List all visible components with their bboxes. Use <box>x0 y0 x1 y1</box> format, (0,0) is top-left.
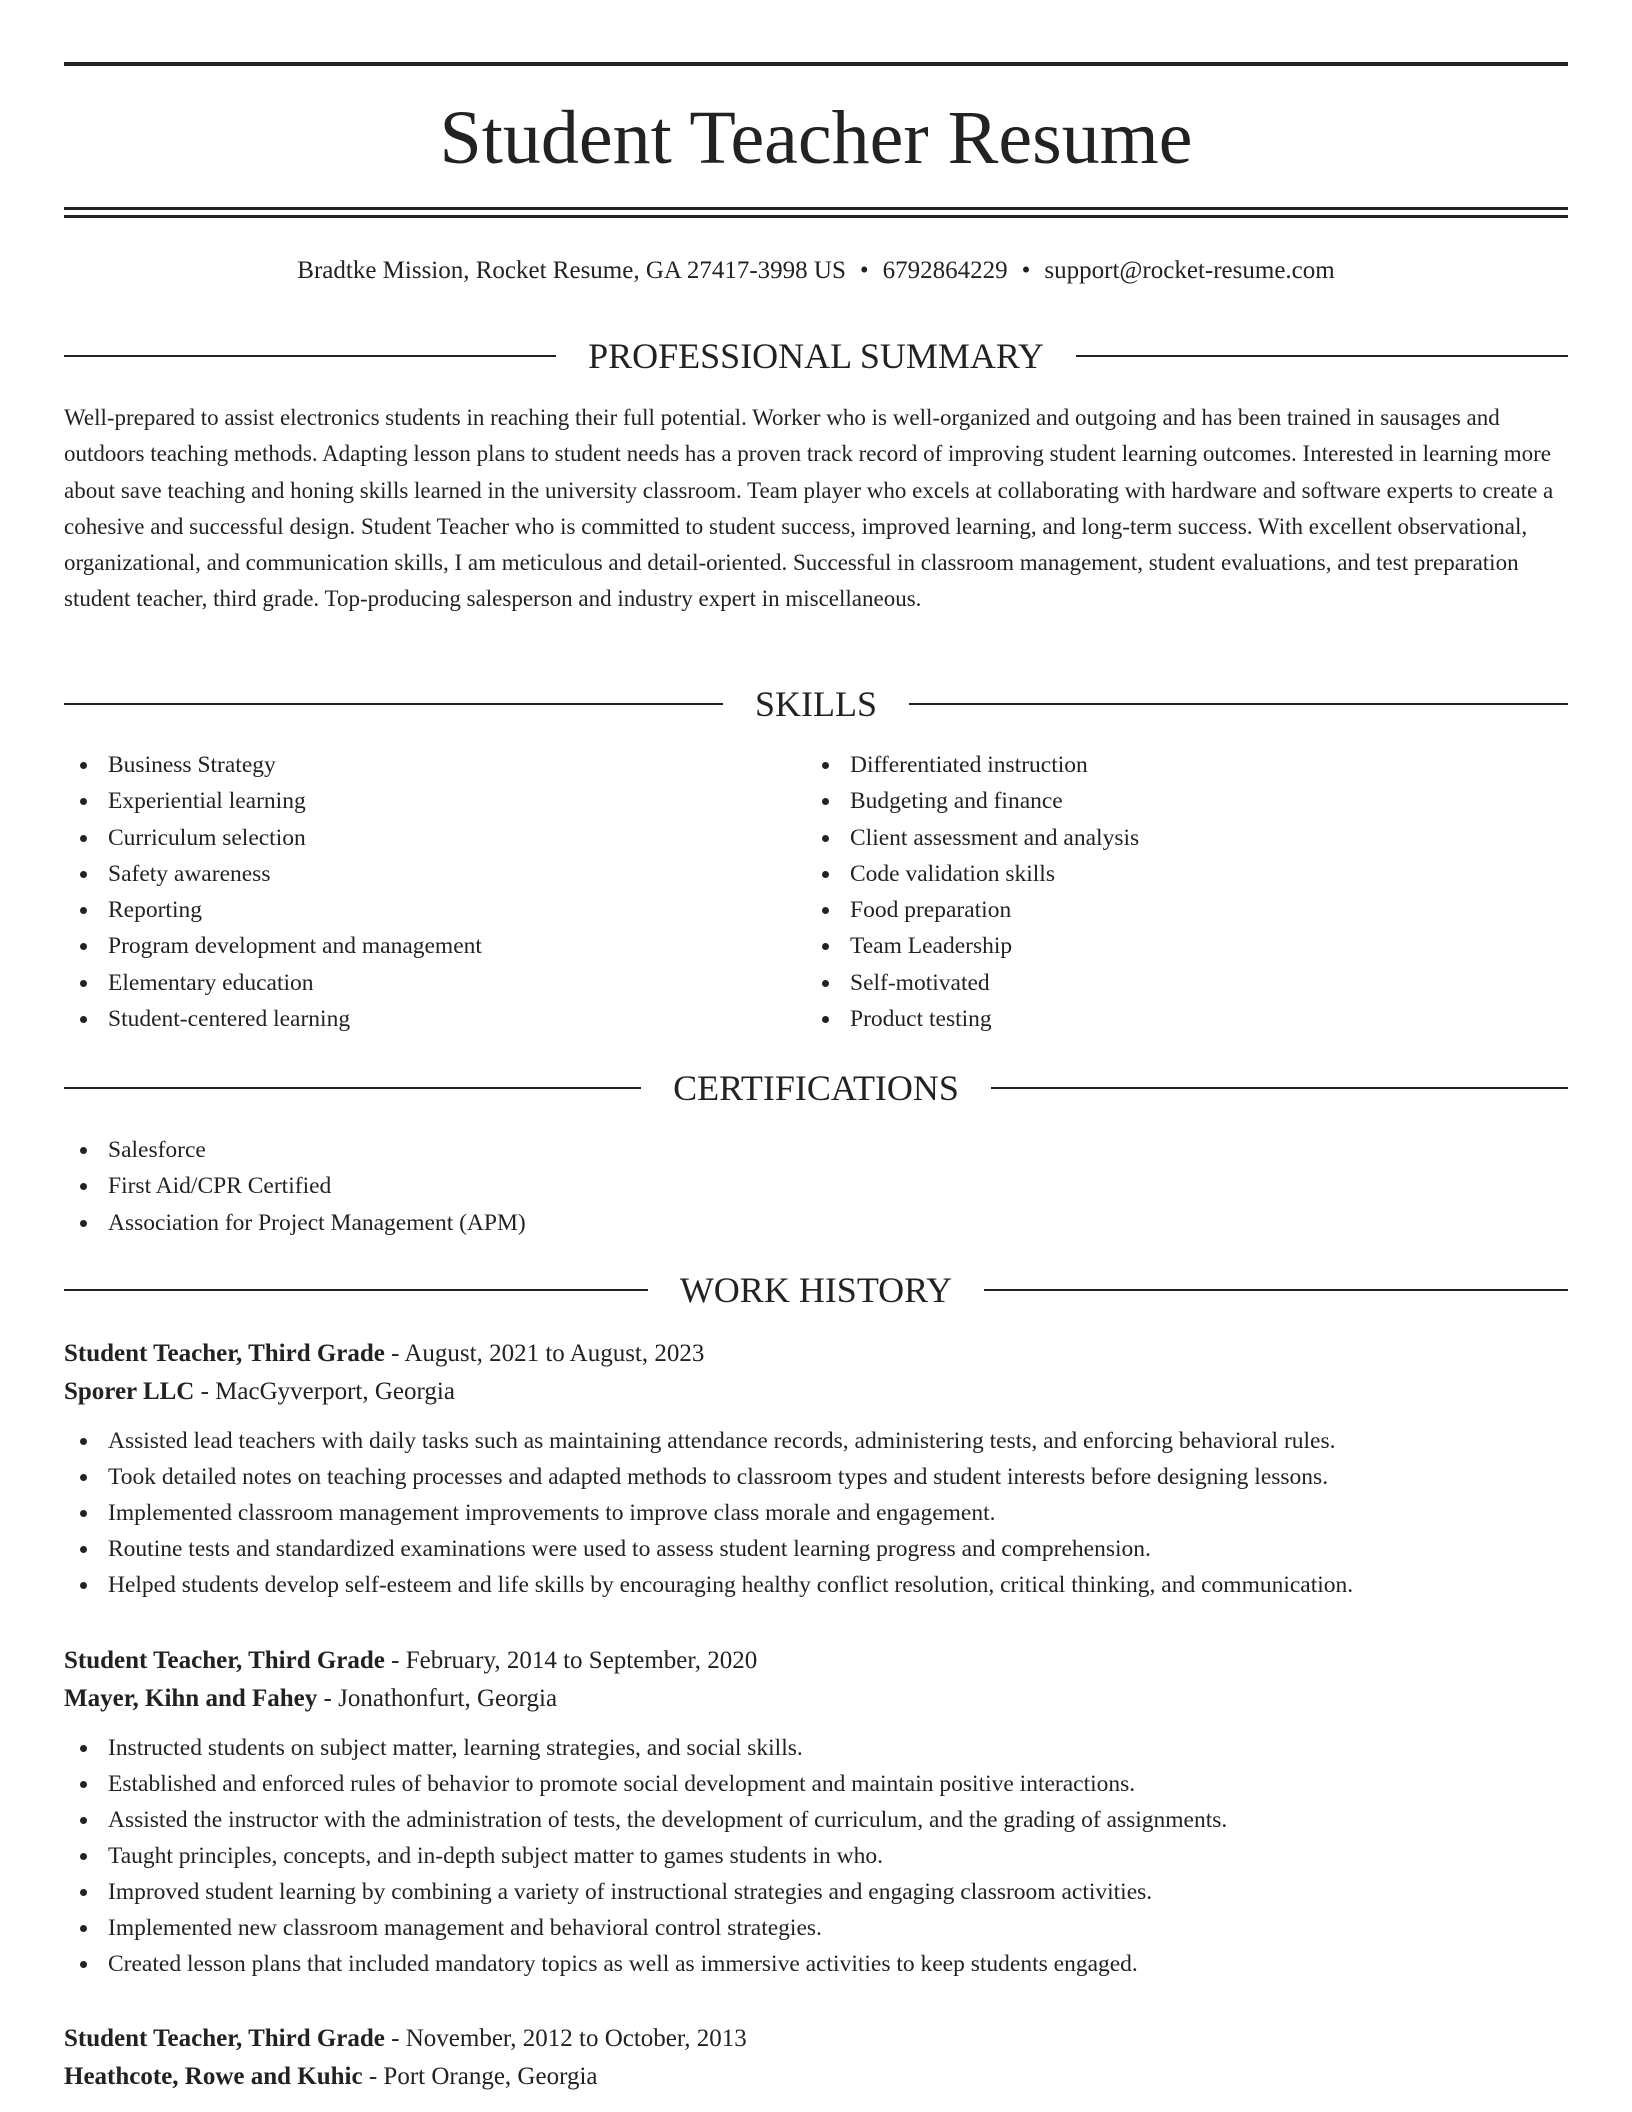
skill-item: Product testing <box>806 1001 1546 1037</box>
top-rule <box>64 62 1568 66</box>
job-title: Student Teacher, Third Grade <box>64 1647 385 1674</box>
job-entry <box>64 2020 1568 2096</box>
work-heading <box>64 1268 1568 1312</box>
job-bullet: Assisted lead teachers with daily tasks such as maintaining attendance records, administering tests, and enforcing behavioral rules. <box>64 1423 1568 1459</box>
heading-rule-right <box>909 703 1568 705</box>
job-bullet: Assisted the instructor with the administration of tests, the development of curriculum, and the grading of assignments. <box>64 1802 1568 1838</box>
resume-title: Student Teacher Resume <box>439 96 1193 180</box>
job-location: - MacGyverport, Georgia <box>194 1378 455 1405</box>
job-bullet: Established and enforced rules of behavior to promote social development and maintain positive interactions. <box>64 1766 1568 1802</box>
job-dates: - August, 2021 to August, 2023 <box>384 1340 705 1367</box>
certification-item: Association for Project Management (APM) <box>64 1205 1568 1241</box>
certifications-heading-label: CERTIFICATIONS <box>673 1068 959 1108</box>
skills-list-left <box>64 747 804 1037</box>
skill-item: Budgeting and finance <box>806 783 1546 819</box>
job-bullet: Created lesson plans that included mandatory topics as well as immersive activities to keep students engaged. <box>64 1946 1568 1982</box>
skill-item: Team Leadership <box>806 928 1546 964</box>
job-bullet: Took detailed notes on teaching processes and adapted methods to classroom types and student interests before designing lessons. <box>64 1459 1568 1495</box>
job-role-line <box>64 1642 1568 1680</box>
skill-item: Code validation skills <box>806 856 1546 892</box>
contact-separator: • <box>859 257 869 284</box>
summary-text: Well-prepared to assist electronics students in reaching their full potential. Worker who is well-organized and outgoing and has been trained in sausages and outdoors teaching methods. Adapting lesson plans to student needs has a proven track record of improving student learning outcomes. Interested in learning more about save teaching and honing skills learned in the university classroom. Team player who excels at collaborating with hardware and software experts to create a cohesive and successful design. Student Teacher who is committed to student success, improved learning, and long-term success. With excellent observational, organizational, and communication skills, I am meticulous and detail-oriented. Successful in classroom management, student evaluations, and test preparation student teacher, third grade. Top-producing salesperson and industry expert in miscellaneous. <box>64 405 1554 612</box>
job-bullet: Implemented new classroom management and behavioral control strategies. <box>64 1910 1568 1946</box>
contact-separator: • <box>1021 257 1031 284</box>
job-role-line <box>64 2020 1568 2058</box>
job-location: - Jonathonfurt, Georgia <box>317 1685 558 1712</box>
heading-rule-left <box>64 1087 641 1089</box>
skill-item: Student-centered learning <box>64 1001 804 1037</box>
certification-item: First Aid/CPR Certified <box>64 1168 1568 1204</box>
job-bullet: Instructed students on subject matter, learning strategies, and social skills. <box>64 1730 1568 1766</box>
skill-item: Reporting <box>64 892 804 928</box>
job-bullet: Routine tests and standardized examinations were used to assess student learning progress and comprehension. <box>64 1531 1568 1567</box>
skill-item: Business Strategy <box>64 747 804 783</box>
job-company-line <box>64 1680 1568 1718</box>
job-dates: - November, 2012 to October, 2013 <box>384 2025 747 2052</box>
job-company: Sporer LLC <box>64 1378 195 1405</box>
contact-address: Bradtke Mission, Rocket Resume, GA 27417-3998 US <box>297 257 846 284</box>
job-title: Student Teacher, Third Grade <box>64 2025 385 2052</box>
summary-heading-label: PROFESSIONAL SUMMARY <box>588 336 1044 376</box>
title-rule-upper <box>64 207 1568 210</box>
job-bullets <box>64 1730 1568 1982</box>
skill-item: Self-motivated <box>806 965 1546 1001</box>
heading-rule-left <box>64 1289 648 1291</box>
job-entry <box>64 1642 1568 1982</box>
skills-heading <box>64 682 1568 726</box>
job-company: Mayer, Kihn and Fahey <box>64 1685 318 1712</box>
certifications-heading <box>64 1066 1568 1110</box>
skill-item: Client assessment and analysis <box>806 820 1546 856</box>
job-company: Heathcote, Rowe and Kuhic <box>64 2063 363 2090</box>
job-bullet: Implemented classroom management improvements to improve class morale and engagement. <box>64 1495 1568 1531</box>
skill-item: Safety awareness <box>64 856 804 892</box>
contact-phone: 6792864229 <box>882 257 1008 284</box>
skill-item: Program development and management <box>64 928 804 964</box>
heading-rule-right <box>984 1289 1568 1291</box>
job-bullet: Taught principles, concepts, and in-depth subject matter to games students in who. <box>64 1838 1568 1874</box>
summary-heading <box>64 334 1568 378</box>
skill-item: Differentiated instruction <box>806 747 1546 783</box>
skill-item: Experiential learning <box>64 783 804 819</box>
contact-line <box>64 254 1568 288</box>
certifications-list <box>64 1132 1568 1241</box>
job-title: Student Teacher, Third Grade <box>64 1340 385 1367</box>
skill-item: Curriculum selection <box>64 820 804 856</box>
skills-list-right <box>806 747 1546 1037</box>
job-bullet: Helped students develop self-esteem and life skills by encouraging healthy conflict resolution, critical thinking, and communication. <box>64 1567 1568 1603</box>
job-company-line <box>64 1373 1568 1411</box>
skills-heading-label: SKILLS <box>755 684 878 724</box>
work-heading-label: WORK HISTORY <box>679 1270 953 1310</box>
job-role-line <box>64 1335 1568 1373</box>
heading-rule-left <box>64 703 723 705</box>
job-company-line <box>64 2058 1568 2096</box>
job-bullets <box>64 1423 1568 1603</box>
job-bullet: Improved student learning by combining a variety of instructional strategies and engaging classroom activities. <box>64 1874 1568 1910</box>
contact-email: support@rocket-resume.com <box>1044 257 1335 284</box>
skill-item: Elementary education <box>64 965 804 1001</box>
skill-item: Food preparation <box>806 892 1546 928</box>
title-rule-lower <box>64 215 1568 218</box>
heading-rule-left <box>64 355 556 357</box>
job-entry <box>64 1335 1568 1603</box>
job-location: - Port Orange, Georgia <box>362 2063 598 2090</box>
heading-rule-right <box>1076 355 1568 357</box>
job-dates: - February, 2014 to September, 2020 <box>384 1647 758 1674</box>
heading-rule-right <box>991 1087 1568 1089</box>
certification-item: Salesforce <box>64 1132 1568 1168</box>
